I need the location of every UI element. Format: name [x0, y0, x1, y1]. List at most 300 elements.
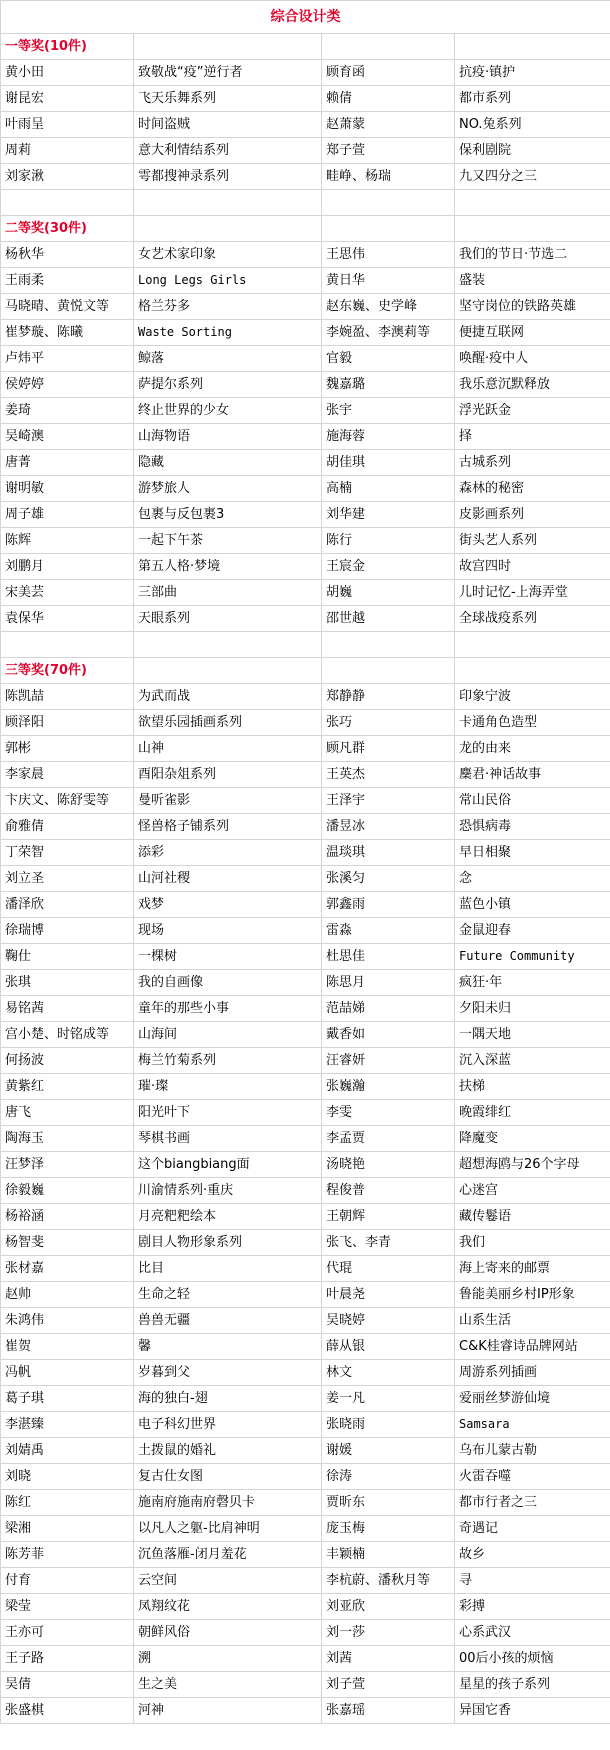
table-row	[1, 866, 610, 892]
work-title-cell: 飞天乐舞系列	[134, 86, 322, 112]
work-title-cell: 山海间	[134, 1022, 322, 1048]
author-cell: 宋美芸	[1, 580, 134, 606]
author-cell: 侯婷婷	[1, 372, 134, 398]
work-title-cell: 山系生活	[455, 1308, 610, 1334]
work-title-cell: 终止世界的少女	[134, 398, 322, 424]
table-row	[1, 1178, 610, 1204]
work-title-cell: 晚霞绯红	[455, 1100, 610, 1126]
empty-cell	[322, 34, 455, 60]
work-title-cell: 山河社稷	[134, 866, 322, 892]
author-cell: 宫小楚、时铭成等	[1, 1022, 134, 1048]
table-row	[1, 710, 610, 736]
work-title-cell: 游梦旅人	[134, 476, 322, 502]
author-cell: 潘昱冰	[322, 814, 455, 840]
table-row	[1, 1698, 610, 1724]
work-title-cell: 一棵树	[134, 944, 322, 970]
work-title-cell: 故宫四时	[455, 554, 610, 580]
empty-cell	[1, 190, 134, 216]
work-title-cell: 剧目人物形象系列	[134, 1230, 322, 1256]
table-row	[1, 918, 610, 944]
work-title-cell: 沉鱼落雁-闭月羞花	[134, 1542, 322, 1568]
section-heading-row	[1, 216, 610, 242]
section-heading: 一等奖(10件)	[1, 34, 134, 60]
work-title-cell: 复古仕女图	[134, 1464, 322, 1490]
work-title-cell: 生之美	[134, 1672, 322, 1698]
author-cell: 张飞、李青	[322, 1230, 455, 1256]
author-cell: 温琰琪	[322, 840, 455, 866]
empty-cell	[134, 190, 322, 216]
author-cell: 庞玉梅	[322, 1516, 455, 1542]
work-title-cell: 全球战疫系列	[455, 606, 610, 632]
work-title-cell: 海上寄来的邮票	[455, 1256, 610, 1282]
work-title-cell: 第五人格·梦境	[134, 554, 322, 580]
author-cell: 刘一莎	[322, 1620, 455, 1646]
empty-cell	[134, 632, 322, 658]
author-cell: 邵世越	[322, 606, 455, 632]
author-cell: 王宸金	[322, 554, 455, 580]
author-cell: 张嘉瑶	[322, 1698, 455, 1724]
section-heading-row	[1, 658, 610, 684]
author-cell: 王思伟	[322, 242, 455, 268]
author-cell: 刘华建	[322, 502, 455, 528]
author-cell: 李杭蔚、潘秋月等	[322, 1568, 455, 1594]
table-row	[1, 138, 610, 164]
work-title-cell: 保利剧院	[455, 138, 610, 164]
work-title-cell: 这个biangbiang面	[134, 1152, 322, 1178]
empty-cell	[134, 34, 322, 60]
empty-cell	[322, 190, 455, 216]
work-title-cell: 扶梯	[455, 1074, 610, 1100]
work-title-cell: 疯狂·年	[455, 970, 610, 996]
empty-cell	[134, 658, 322, 684]
work-title-cell: 一隅天地	[455, 1022, 610, 1048]
table-row	[1, 1568, 610, 1594]
table-row	[1, 1074, 610, 1100]
table-row	[1, 1360, 610, 1386]
table-row	[1, 1386, 610, 1412]
work-title-cell: 印象宁波	[455, 684, 610, 710]
work-title-cell: Future Community	[455, 944, 610, 970]
author-cell: 梁莹	[1, 1594, 134, 1620]
table-row	[1, 970, 610, 996]
table-row	[1, 242, 610, 268]
author-cell: 卞庆文、陈舒雯等	[1, 788, 134, 814]
author-cell: 冯帆	[1, 1360, 134, 1386]
work-title-cell: 月亮粑粑绘本	[134, 1204, 322, 1230]
work-title-cell: 我们的节日·节选二	[455, 242, 610, 268]
work-title-cell: 藏传鬈语	[455, 1204, 610, 1230]
author-cell: 周子雄	[1, 502, 134, 528]
table-row	[1, 268, 610, 294]
author-cell: 黄紫红	[1, 1074, 134, 1100]
work-title-cell: 抗疫·镇护	[455, 60, 610, 86]
work-title-cell: 溯	[134, 1646, 322, 1672]
empty-cell	[455, 34, 610, 60]
work-title-cell: 浮光跃金	[455, 398, 610, 424]
author-cell: 崔梦璇、陈曦	[1, 320, 134, 346]
author-cell: 张巍瀚	[322, 1074, 455, 1100]
author-cell: 陈芳菲	[1, 1542, 134, 1568]
author-cell: 陈辉	[1, 528, 134, 554]
table-row	[1, 840, 610, 866]
work-title-cell: 降魔变	[455, 1126, 610, 1152]
author-cell: 唐飞	[1, 1100, 134, 1126]
work-title-cell: 早日相聚	[455, 840, 610, 866]
table-row	[1, 1256, 610, 1282]
table-row	[1, 814, 610, 840]
work-title-cell: 璀·璨	[134, 1074, 322, 1100]
author-cell: 赵帅	[1, 1282, 134, 1308]
section-heading: 二等奖(30件)	[1, 216, 134, 242]
title-row	[1, 1, 610, 34]
author-cell: 李湛臻	[1, 1412, 134, 1438]
author-cell: 杨秋华	[1, 242, 134, 268]
author-cell: 张宇	[322, 398, 455, 424]
table-row	[1, 424, 610, 450]
author-cell: 施海蓉	[322, 424, 455, 450]
author-cell: 马晓晴、黄悦文等	[1, 294, 134, 320]
author-cell: 代琨	[322, 1256, 455, 1282]
author-cell: 姜琦	[1, 398, 134, 424]
work-title-cell: 梅兰竹菊系列	[134, 1048, 322, 1074]
author-cell: 顾育函	[322, 60, 455, 86]
author-cell: 袁保华	[1, 606, 134, 632]
work-title-cell: 阳光叶下	[134, 1100, 322, 1126]
work-title-cell: 常山民俗	[455, 788, 610, 814]
author-cell: 胡巍	[322, 580, 455, 606]
table-row	[1, 606, 610, 632]
author-cell: 潘泽欣	[1, 892, 134, 918]
work-title-cell: 兽兽无疆	[134, 1308, 322, 1334]
author-cell: 徐瑞博	[1, 918, 134, 944]
work-title-cell: 彩搏	[455, 1594, 610, 1620]
author-cell: 谢昆宏	[1, 86, 134, 112]
work-title-cell: 夕阳未归	[455, 996, 610, 1022]
table-row	[1, 346, 610, 372]
author-cell: 黄小田	[1, 60, 134, 86]
author-cell: 刘亚欣	[322, 1594, 455, 1620]
work-title-cell: 便捷互联网	[455, 320, 610, 346]
author-cell: 张琪	[1, 970, 134, 996]
table-row	[1, 1152, 610, 1178]
author-cell: 叶晨尧	[322, 1282, 455, 1308]
author-cell: 郑子萱	[322, 138, 455, 164]
table-row	[1, 684, 610, 710]
table-row	[1, 1334, 610, 1360]
work-title-cell: 皮影画系列	[455, 502, 610, 528]
table-row	[1, 112, 610, 138]
author-cell: 李家晨	[1, 762, 134, 788]
table-row	[1, 1126, 610, 1152]
work-title-cell: Waste Sorting	[134, 320, 322, 346]
table-row	[1, 1542, 610, 1568]
work-title-cell: 凤翔纹花	[134, 1594, 322, 1620]
work-title-cell: 故乡	[455, 1542, 610, 1568]
author-cell: 王泽宇	[322, 788, 455, 814]
work-title-cell: 寻	[455, 1568, 610, 1594]
author-cell: 谢明敏	[1, 476, 134, 502]
work-title-cell: 时间盗贼	[134, 112, 322, 138]
work-title-cell: 电子科幻世界	[134, 1412, 322, 1438]
table-row	[1, 1490, 610, 1516]
table-row	[1, 294, 610, 320]
author-cell: 杨智斐	[1, 1230, 134, 1256]
empty-cell	[322, 658, 455, 684]
author-cell: 姜一凡	[322, 1386, 455, 1412]
work-title-cell: 曼听雀影	[134, 788, 322, 814]
work-title-cell: 卡通角色造型	[455, 710, 610, 736]
section-heading: 三等奖(70件)	[1, 658, 134, 684]
author-cell: 朱鸿伟	[1, 1308, 134, 1334]
author-cell: 陈红	[1, 1490, 134, 1516]
work-title-cell: 火雷吞噬	[455, 1464, 610, 1490]
author-cell: 杜思佳	[322, 944, 455, 970]
work-title-cell: Long Legs Girls	[134, 268, 322, 294]
author-cell: 林文	[322, 1360, 455, 1386]
author-cell: 徐毅巍	[1, 1178, 134, 1204]
table-row	[1, 736, 610, 762]
author-cell: 胡佳琪	[322, 450, 455, 476]
table-row	[1, 1516, 610, 1542]
author-cell: 范喆娣	[322, 996, 455, 1022]
table-row	[1, 1048, 610, 1074]
author-cell: 吴崎澳	[1, 424, 134, 450]
work-title-cell: 隐藏	[134, 450, 322, 476]
table-row	[1, 1022, 610, 1048]
table-row	[1, 1594, 610, 1620]
work-title-cell: 奇遇记	[455, 1516, 610, 1542]
table-row	[1, 450, 610, 476]
author-cell: 王朝辉	[322, 1204, 455, 1230]
work-title-cell: 岁暮到父	[134, 1360, 322, 1386]
work-title-cell: 添彩	[134, 840, 322, 866]
table-row	[1, 476, 610, 502]
work-title-cell: 择	[455, 424, 610, 450]
work-title-cell: 意大利情结系列	[134, 138, 322, 164]
work-title-cell: NO.兔系列	[455, 112, 610, 138]
author-cell: 李雯	[322, 1100, 455, 1126]
author-cell: 汪睿妍	[322, 1048, 455, 1074]
work-title-cell: 云空间	[134, 1568, 322, 1594]
work-title-cell: 为武而战	[134, 684, 322, 710]
author-cell: 畦峥、杨瑞	[322, 164, 455, 190]
table-row	[1, 762, 610, 788]
work-title-cell: 心迷宫	[455, 1178, 610, 1204]
table-row	[1, 554, 610, 580]
author-cell: 谢媛	[322, 1438, 455, 1464]
author-cell: 梁湘	[1, 1516, 134, 1542]
work-title-cell: 施南府施南府磬贝卡	[134, 1490, 322, 1516]
work-title-cell: 异国它香	[455, 1698, 610, 1724]
work-title-cell: 金鼠迎春	[455, 918, 610, 944]
author-cell: 王子路	[1, 1646, 134, 1672]
work-title-cell: 00后小孩的烦恼	[455, 1646, 610, 1672]
author-cell: 程俊普	[322, 1178, 455, 1204]
work-title-cell: 我乐意沉默释放	[455, 372, 610, 398]
author-cell: 郭彬	[1, 736, 134, 762]
author-cell: 张晓雨	[322, 1412, 455, 1438]
author-cell: 陈思月	[322, 970, 455, 996]
author-cell: 李婉盈、李澳莉等	[322, 320, 455, 346]
author-cell: 戴香如	[322, 1022, 455, 1048]
work-title-cell: 恐惧病毒	[455, 814, 610, 840]
author-cell: 陈凯喆	[1, 684, 134, 710]
work-title-cell: Samsara	[455, 1412, 610, 1438]
work-title-cell: 生命之轻	[134, 1282, 322, 1308]
work-title-cell: 我们	[455, 1230, 610, 1256]
author-cell: 葛子琪	[1, 1386, 134, 1412]
work-title-cell: 山神	[134, 736, 322, 762]
author-cell: 顾泽阳	[1, 710, 134, 736]
table-row	[1, 1230, 610, 1256]
work-title-cell: 心系武汉	[455, 1620, 610, 1646]
author-cell: 郭鑫雨	[322, 892, 455, 918]
spacer-row	[1, 190, 610, 216]
table-row	[1, 1620, 610, 1646]
author-cell: 雷淼	[322, 918, 455, 944]
table-row	[1, 86, 610, 112]
work-title-cell: 盛装	[455, 268, 610, 294]
author-cell: 陈行	[322, 528, 455, 554]
empty-cell	[322, 632, 455, 658]
author-cell: 杨裕涵	[1, 1204, 134, 1230]
author-cell: 刘家湫	[1, 164, 134, 190]
section-heading-row	[1, 34, 610, 60]
empty-cell	[455, 190, 610, 216]
work-title-cell: 周游系列插画	[455, 1360, 610, 1386]
work-title-cell: 童年的那些小事	[134, 996, 322, 1022]
work-title-cell: 麇君·神话故事	[455, 762, 610, 788]
author-cell: 唐菁	[1, 450, 134, 476]
work-title-cell: 龙的由来	[455, 736, 610, 762]
work-title-cell: 蓝色小镇	[455, 892, 610, 918]
table-row	[1, 1282, 610, 1308]
table-row	[1, 528, 610, 554]
author-cell: 贾昕东	[322, 1490, 455, 1516]
author-cell: 张巧	[322, 710, 455, 736]
author-cell: 刘子萱	[322, 1672, 455, 1698]
author-cell: 张材嘉	[1, 1256, 134, 1282]
work-title-cell: 致敬战“疫”逆行者	[134, 60, 322, 86]
table-row	[1, 580, 610, 606]
author-cell: 张盛棋	[1, 1698, 134, 1724]
author-cell: 王英杰	[322, 762, 455, 788]
author-cell: 官毅	[322, 346, 455, 372]
author-cell: 付育	[1, 1568, 134, 1594]
work-title-cell: 格兰芬多	[134, 294, 322, 320]
table-row	[1, 996, 610, 1022]
work-title-cell: 萨提尔系列	[134, 372, 322, 398]
author-cell: 吴倩	[1, 1672, 134, 1698]
table-row	[1, 1204, 610, 1230]
work-title-cell: 朝鲜风俗	[134, 1620, 322, 1646]
work-title-cell: 都市系列	[455, 86, 610, 112]
author-cell: 赵东巍、史学峰	[322, 294, 455, 320]
author-cell: 丁荣智	[1, 840, 134, 866]
table-row	[1, 320, 610, 346]
table-row	[1, 892, 610, 918]
work-title-cell: 我的自画像	[134, 970, 322, 996]
empty-cell	[455, 632, 610, 658]
work-title-cell: 现场	[134, 918, 322, 944]
work-title-cell: 都市行者之三	[455, 1490, 610, 1516]
author-cell: 黄日华	[322, 268, 455, 294]
work-title-cell: C&K桂睿诗品牌网站	[455, 1334, 610, 1360]
work-title-cell: 琴棋书画	[134, 1126, 322, 1152]
table-row	[1, 60, 610, 86]
work-title-cell: 馨	[134, 1334, 322, 1360]
work-title-cell: 古城系列	[455, 450, 610, 476]
work-title-cell: 乌布儿蒙古勒	[455, 1438, 610, 1464]
empty-cell	[455, 216, 610, 242]
table-row	[1, 502, 610, 528]
work-title-cell: 唤醒·疫中人	[455, 346, 610, 372]
work-title-cell: 欲望乐园插画系列	[134, 710, 322, 736]
table-row	[1, 164, 610, 190]
work-title-cell: 土拨鼠的婚礼	[134, 1438, 322, 1464]
author-cell: 鞠仕	[1, 944, 134, 970]
work-title-cell: 一起下午茶	[134, 528, 322, 554]
empty-cell	[322, 216, 455, 242]
table-row	[1, 1412, 610, 1438]
work-title-cell: 鲁能美丽乡村IP形象	[455, 1282, 610, 1308]
work-title-cell: 海的独白-翅	[134, 1386, 322, 1412]
work-title-cell: 爱丽丝梦游仙境	[455, 1386, 610, 1412]
page-title: 综合设计类	[1, 1, 610, 34]
author-cell: 刘鹏月	[1, 554, 134, 580]
author-cell: 赵萧蒙	[322, 112, 455, 138]
work-title-cell: 酉阳杂俎系列	[134, 762, 322, 788]
author-cell: 俞雅倩	[1, 814, 134, 840]
author-cell: 易铭茜	[1, 996, 134, 1022]
work-title-cell: 包裹与反包裹3	[134, 502, 322, 528]
work-title-cell: 念	[455, 866, 610, 892]
work-title-cell: 以凡人之躯-比肩神明	[134, 1516, 322, 1542]
table-row	[1, 1672, 610, 1698]
author-cell: 何扬波	[1, 1048, 134, 1074]
author-cell: 丰颖楠	[322, 1542, 455, 1568]
author-cell: 崔贺	[1, 1334, 134, 1360]
work-title-cell: 九又四分之三	[455, 164, 610, 190]
author-cell: 郑静静	[322, 684, 455, 710]
author-cell: 刘茜	[322, 1646, 455, 1672]
table-row	[1, 372, 610, 398]
work-title-cell: 三部曲	[134, 580, 322, 606]
author-cell: 周莉	[1, 138, 134, 164]
work-title-cell: 女艺术家印象	[134, 242, 322, 268]
author-cell: 刘婧禹	[1, 1438, 134, 1464]
author-cell: 吴晓婷	[322, 1308, 455, 1334]
work-title-cell: 沉入深蓝	[455, 1048, 610, 1074]
author-cell: 王雨柔	[1, 268, 134, 294]
work-title-cell: 川渝情系列·重庆	[134, 1178, 322, 1204]
author-cell: 魏嘉璐	[322, 372, 455, 398]
empty-cell	[134, 216, 322, 242]
work-title-cell: 超想海鸥与26个字母	[455, 1152, 610, 1178]
author-cell: 王亦可	[1, 1620, 134, 1646]
work-title-cell: 街头艺人系列	[455, 528, 610, 554]
table-row	[1, 1438, 610, 1464]
author-cell: 顾凡群	[322, 736, 455, 762]
work-title-cell: 天眼系列	[134, 606, 322, 632]
table-row	[1, 944, 610, 970]
work-title-cell: 森林的秘密	[455, 476, 610, 502]
table-row	[1, 1308, 610, 1334]
empty-cell	[1, 632, 134, 658]
table-row	[1, 1100, 610, 1126]
table-row	[1, 1646, 610, 1672]
author-cell: 李孟贾	[322, 1126, 455, 1152]
